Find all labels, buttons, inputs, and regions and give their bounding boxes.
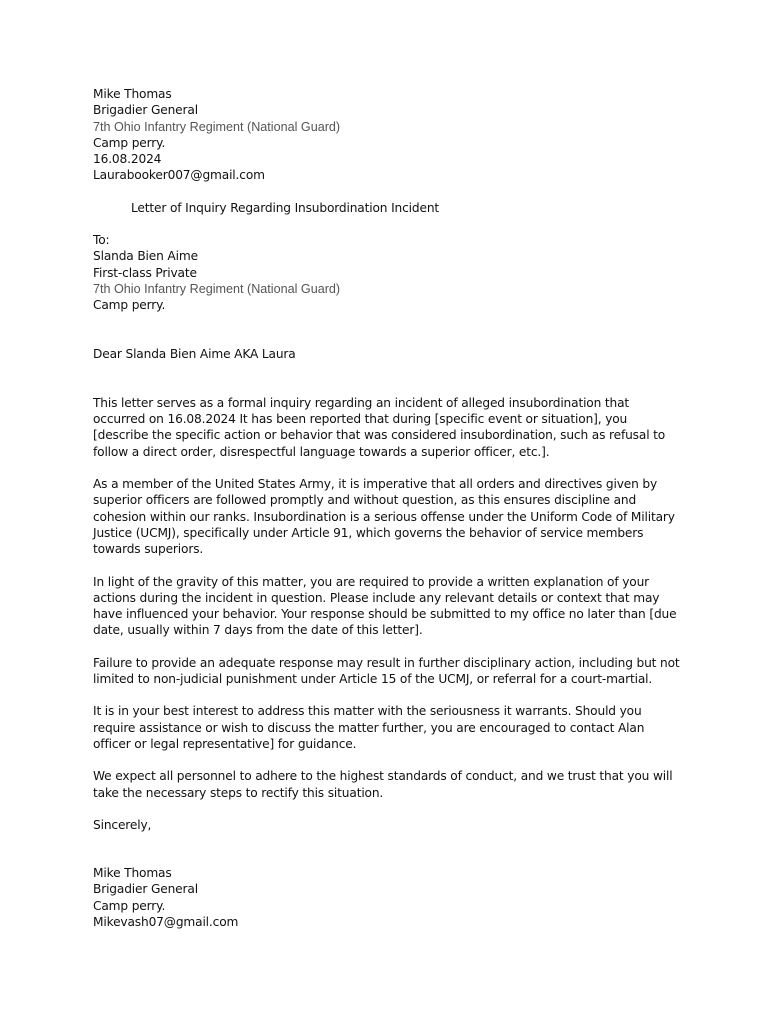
letter-subject: Letter of Inquiry Regarding Insubordination Incident (131, 200, 440, 215)
letter (93, 86, 683, 930)
sender-name: Mike Thomas (93, 87, 172, 101)
body-paragraph: It is in your best interest to address this matter with the seriousness it warrants. Should you require assistance or wish to discuss the matter further, you are encouraged to contact Alan officer or legal representative] for guidance. (93, 704, 645, 751)
salutation: Dear Slanda Bien Aime AKA Laura (93, 346, 296, 361)
sender-location: Camp perry. (93, 135, 166, 150)
body-paragraph: This letter serves as a formal inquiry regarding an incident of alleged insubordination that occurred on 16.08.2024 It has been reported that during [specific event or situation], you [describe the specific action or behavior that was considered insubordination, such as refusal to follow a direct order, disrespectful language towards a superior officer, etc.]. (93, 395, 666, 459)
sender-rank: Brigadier General (93, 103, 198, 118)
sender-unit: 7th Ohio Infantry Regiment (National Guard) (93, 119, 341, 134)
recipient-label: To: (93, 233, 110, 248)
sender-block (93, 86, 683, 184)
signature-email: Mikevash07@gmail.com (93, 914, 239, 929)
recipient-block (93, 232, 683, 313)
signature-name: Mike Thomas (93, 866, 172, 881)
body-paragraph: In light of the gravity of this matter, you are required to provide a written explanation of your actions during the incident in question. Please include any relevant details or context that may have influenced your behavior. Your response should be submitted to my office no later than [due date, usually within 7 days from the date of this letter]. (93, 574, 677, 638)
body-paragraph: We expect all personnel to adhere to the highest standards of conduct, and we trust that you will take the necessary steps to rectify this situation. (93, 769, 673, 800)
letter-date: 16.08.2024 (93, 152, 162, 167)
sender-email: Laurabooker007@gmail.com (93, 168, 265, 183)
recipient-unit: 7th Ohio Infantry Regiment (National Guard) (93, 281, 341, 296)
letter-body (93, 395, 683, 801)
closing: Sincerely, (93, 817, 152, 832)
recipient-name: Slanda Bien Aime (93, 249, 198, 264)
signature-block (93, 865, 683, 930)
signature-location: Camp perry. (93, 898, 166, 913)
body-paragraph: Failure to provide an adequate response may result in further disciplinary action, including but not limited to non-judicial punishment under Article 15 of the UCMJ, or referral for a court-martial. (93, 655, 680, 687)
body-paragraph: As a member of the United States Army, it is imperative that all orders and directives given by superior officers are followed promptly and without question, as this ensures discipline and cohesion within our ranks. Insubordination is a serious offense under the Uniform Code of Military Justice (UCMJ), specifically under Article 91, which governs the behavior of service members towards superiors. (93, 477, 675, 557)
recipient-location: Camp perry. (93, 298, 166, 313)
recipient-rank: First-class Private (93, 265, 197, 280)
signature-rank: Brigadier General (93, 882, 198, 897)
